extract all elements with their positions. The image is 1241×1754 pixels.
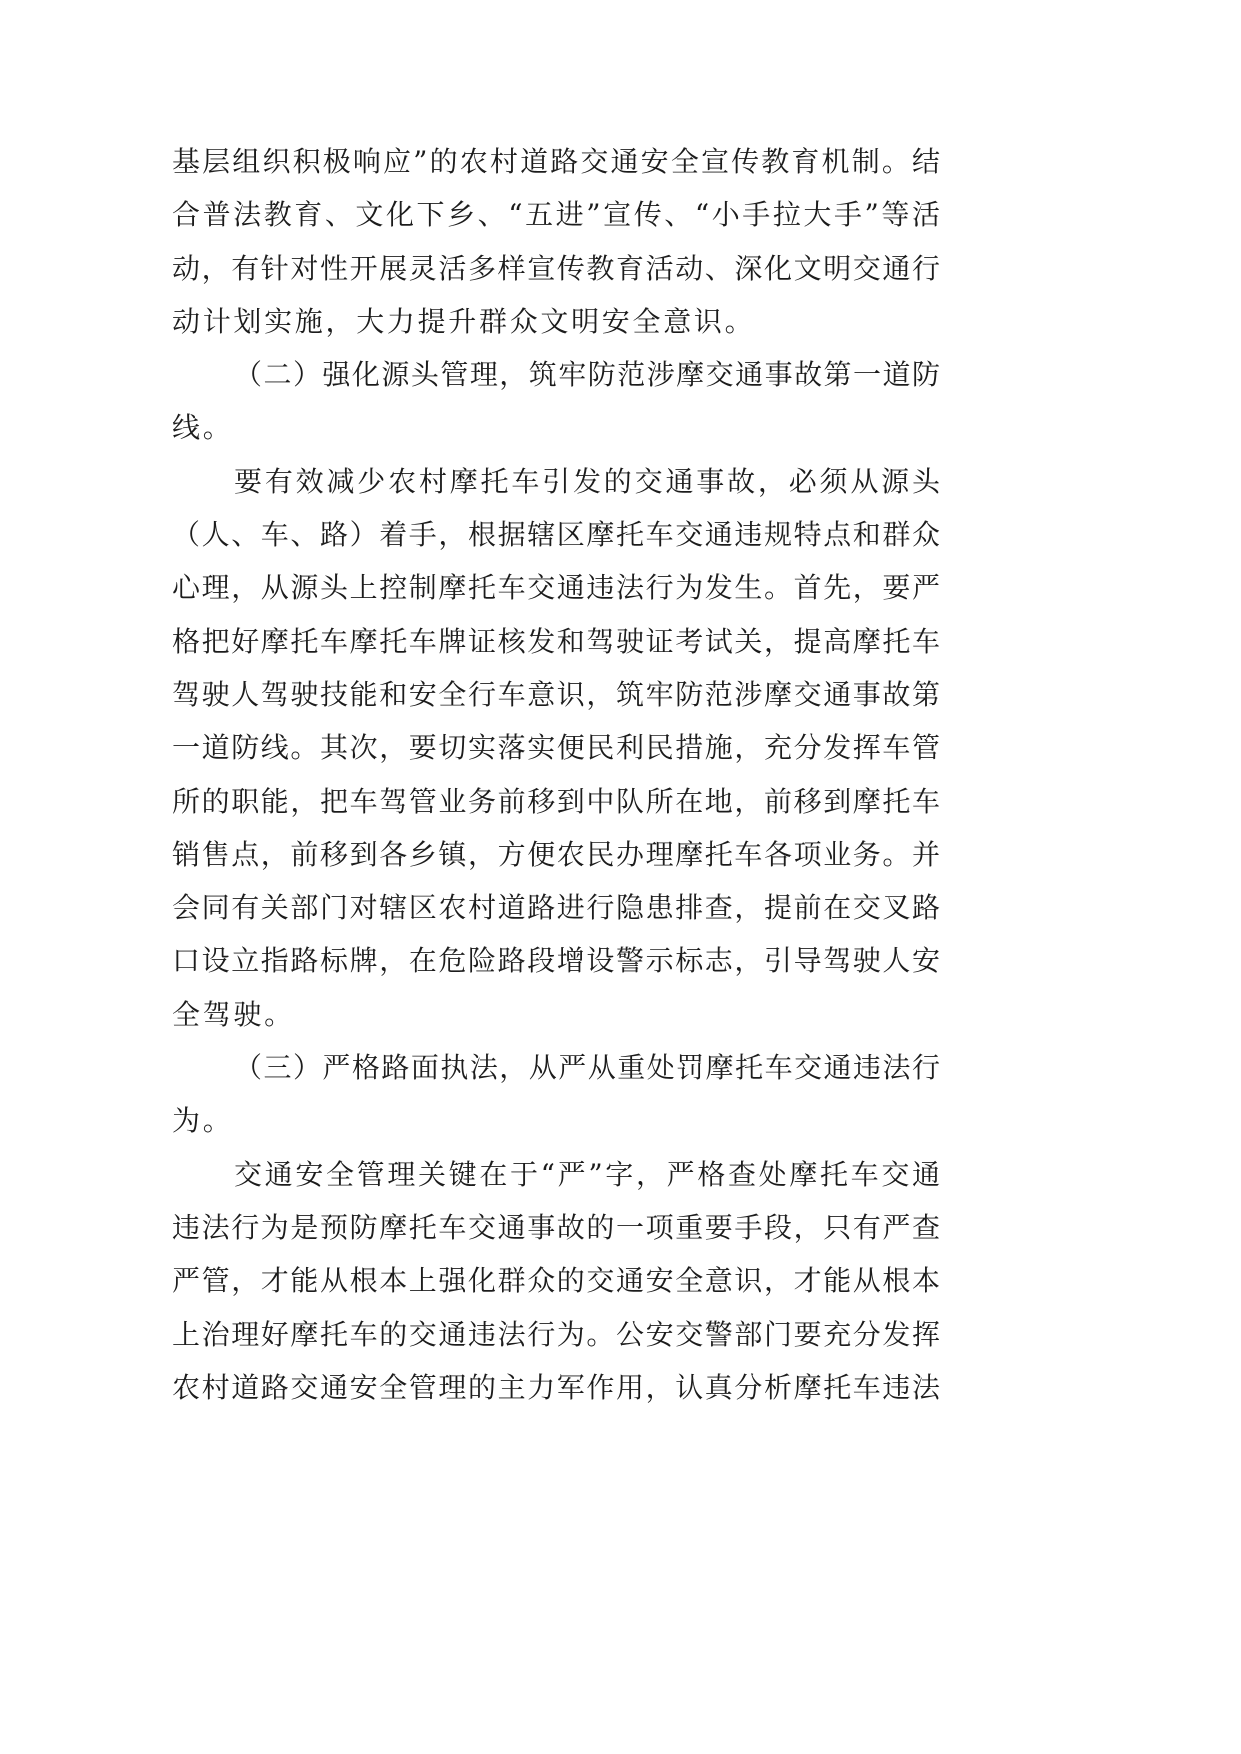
text-line: 心理，从源头上控制摩托车交通违法行为发生。首先，要严 bbox=[172, 571, 940, 605]
text-line: 一道防线。其次，要切实落实便民利民措施，充分发挥车管 bbox=[172, 731, 940, 765]
text-line: 线。 bbox=[172, 411, 234, 445]
text-line: 农村道路交通安全管理的主力军作用，认真分析摩托车违法 bbox=[172, 1370, 940, 1404]
text-line: 格把好摩托车摩托车牌证核发和驾驶证考试关，提高摩托车 bbox=[172, 624, 940, 658]
text-line: 动，有针对性开展灵活多样宣传教育活动、深化文明交通行 bbox=[172, 251, 940, 285]
text-line: 上治理好摩托车的交通违法行为。公安交警部门要充分发挥 bbox=[172, 1317, 940, 1351]
text-line: 所的职能，把车驾管业务前移到中队所在地，前移到摩托车 bbox=[172, 784, 940, 818]
text-line: 违法行为是预防摩托车交通事故的一项重要手段，只有严查 bbox=[172, 1210, 940, 1244]
paragraph bbox=[172, 1148, 940, 1414]
text-line: 动计划实施，大力提升群众文明安全意识。 bbox=[172, 304, 756, 338]
section-heading-3 bbox=[172, 1041, 940, 1148]
text-line: 全驾驶。 bbox=[172, 997, 295, 1031]
section-heading-2 bbox=[172, 348, 940, 455]
paragraph-continued bbox=[172, 135, 940, 348]
paragraph bbox=[172, 455, 940, 1041]
text-line: （二）强化源头管理，筑牢防范涉摩交通事故第一道防 bbox=[234, 358, 940, 392]
text-line: 基层组织积极响应”的农村道路交通安全宣传教育机制。结 bbox=[172, 145, 940, 178]
text-line: 驾驶人驾驶技能和安全行车意识，筑牢防范涉摩交通事故第 bbox=[172, 677, 940, 711]
text-line: （三）严格路面执法，从严从重处罚摩托车交通违法行 bbox=[234, 1051, 940, 1085]
text-line: 严管，才能从根本上强化群众的交通安全意识，才能从根本 bbox=[172, 1264, 940, 1298]
text-line: 会同有关部门对辖区农村道路进行隐患排查，提前在交叉路 bbox=[172, 891, 940, 925]
text-line: 口设立指路标牌，在危险路段增设警示标志，引导驾驶人安 bbox=[172, 944, 940, 978]
text-line: 为。 bbox=[172, 1104, 234, 1138]
body-text bbox=[172, 135, 940, 1414]
text-line: 合普法教育、文化下乡、“五进”宣传、“小手拉大手”等活 bbox=[172, 198, 940, 232]
text-line: 交通安全管理关键在于“严”字，严格查处摩托车交通 bbox=[234, 1157, 940, 1191]
text-line: 要有效减少农村摩托车引发的交通事故，必须从源头 bbox=[234, 464, 940, 498]
text-line: 销售点，前移到各乡镇，方便农民办理摩托车各项业务。并 bbox=[172, 837, 940, 871]
text-line: （人、车、路）着手，根据辖区摩托车交通违规特点和群众 bbox=[172, 518, 940, 552]
